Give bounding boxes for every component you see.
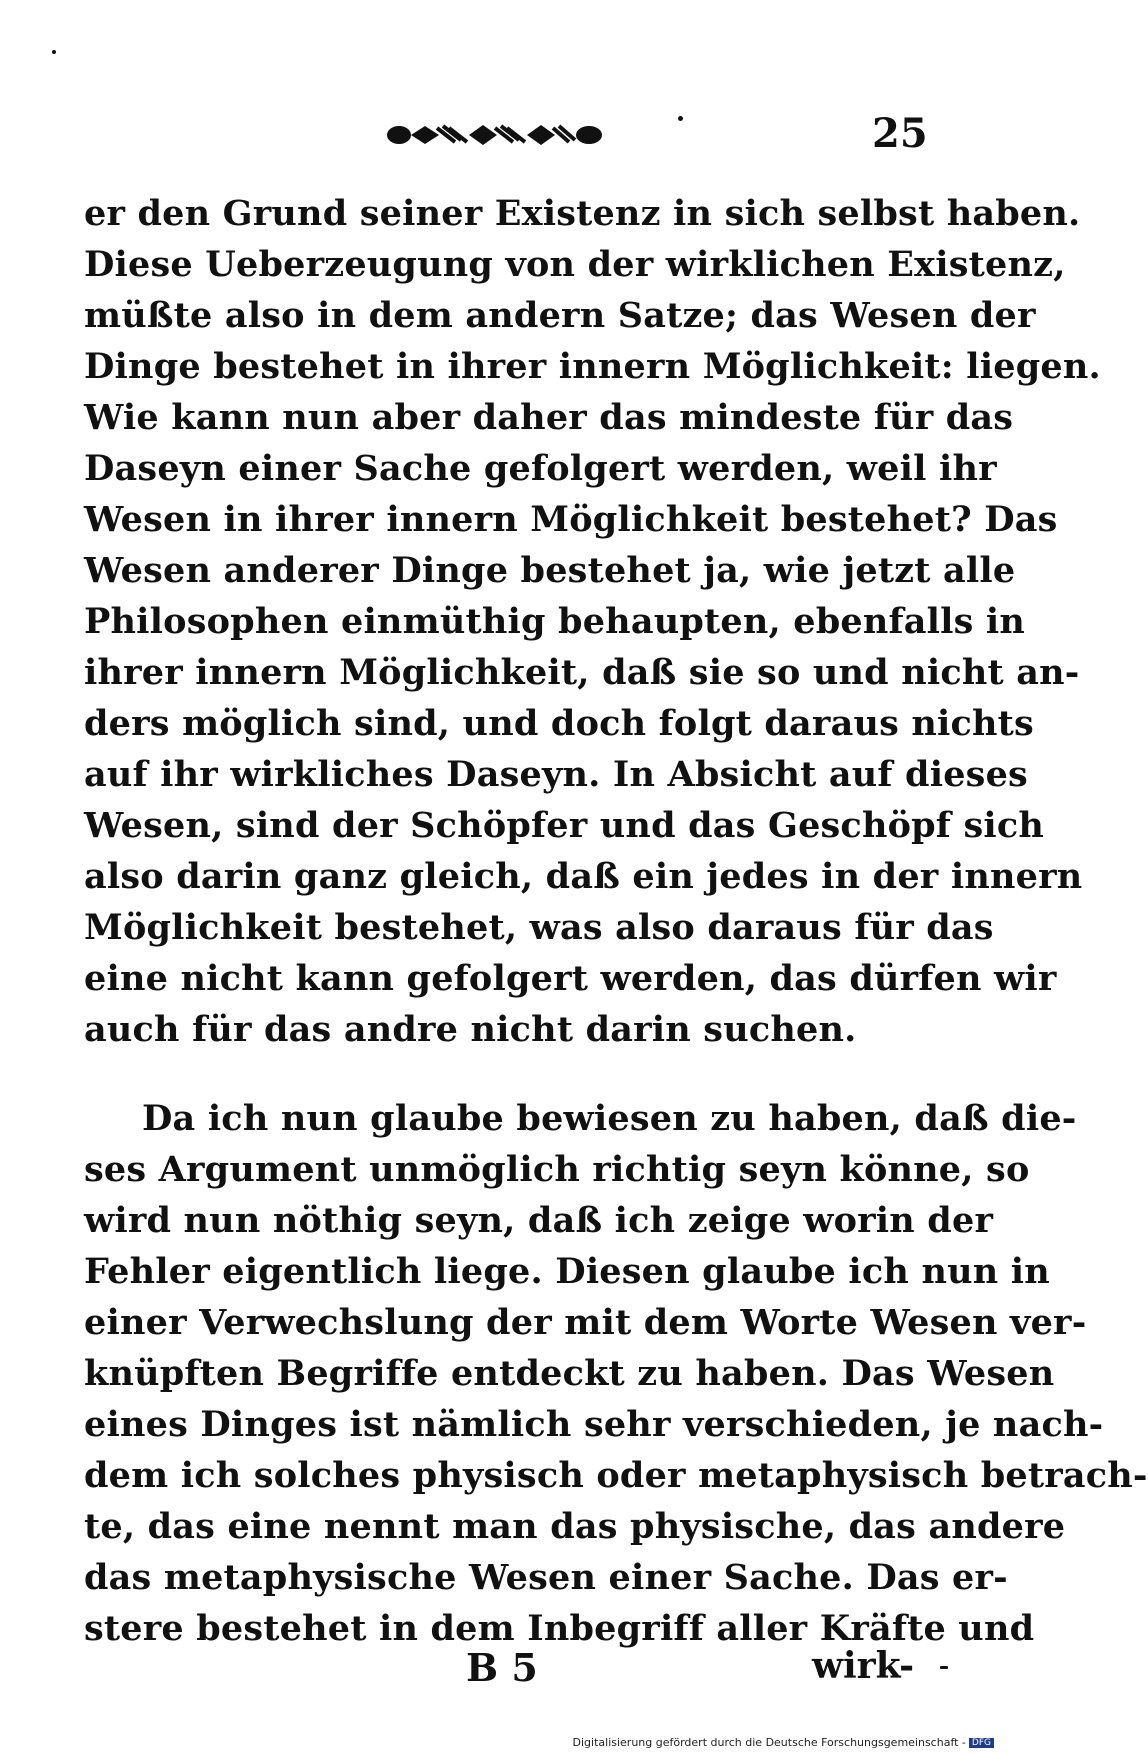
text-line: auf ihr wirkliches Daseyn. In Absicht auf dieses [84,754,1028,795]
text-line: ses Argument unmöglich richtig seyn könne, so [84,1149,1030,1190]
text-line: Wesen, sind der Schöpfer und das Geschöpf sich [84,805,1045,846]
text-line: Philosophen einmüthig behaupten, ebenfalls in [84,601,1026,642]
text-line: Daseyn einer Sache gefolgert werden, weil ihr [84,448,997,489]
text-line: stere bestehet in dem Inbegriff aller Kräfte und [84,1608,1035,1649]
text-line: auch für das andre nicht darin suchen. [84,1009,857,1050]
body-text [84,188,1148,1654]
dfg-logo: DFG [969,1738,994,1748]
print-speck [940,1666,948,1669]
text-line: Wesen anderer Dinge bestehet ja, wie jetzt alle [84,550,1016,591]
paragraph [84,188,1101,1055]
printer-ornament-icon [385,120,605,150]
text-line: dem ich solches physisch oder metaphysisch betrach- [84,1455,1148,1496]
text-line: einer Verwechslung der mit dem Worte Wesen ver- [84,1302,1087,1343]
page-header [0,112,1000,172]
print-speck [52,50,56,54]
page-footer [0,1645,1000,1705]
paragraph [84,1093,1148,1654]
signature-mark: B 5 [466,1645,538,1690]
paragraph-gap [84,1055,924,1093]
text-line: Dinge bestehet in ihrer innern Möglichkeit: liegen. [84,346,1101,387]
text-line: müßte also in dem andern Satze; das Wesen der [84,295,1036,336]
catchword: wirk- [812,1645,915,1687]
text-line: also darin ganz gleich, daß ein jedes in der innern [84,856,1083,897]
page-number: 25 [872,110,928,157]
text-line: wird nun nöthig seyn, daß ich zeige worin der [84,1200,994,1241]
text-line: Möglichkeit bestehet, was also daraus für das [84,907,994,948]
text-line: Diese Ueberzeugung von der wirklichen Existenz, [84,244,1066,285]
text-line: das metaphysische Wesen einer Sache. Das er- [84,1557,1008,1598]
credit-text: Digitalisierung gefördert durch die Deutsche Forschungsgemeinschaft - [572,1736,966,1749]
text-line: eines Dinges ist nämlich sehr verschieden, je nach- [84,1404,1104,1445]
text-line: ders möglich sind, und doch folgt daraus nichts [84,703,1034,744]
digitization-credit [573,1736,994,1749]
text-line: Fehler eigentlich liege. Diesen glaube ich nun in [84,1251,1050,1292]
text-line: eine nicht kann gefolgert werden, das dürfen wir [84,958,1057,999]
text-line: te, das eine nennt man das physische, das andere [84,1506,1066,1547]
text-line: er den Grund seiner Existenz in sich selbst haben. [84,193,1081,234]
text-line: ihrer innern Möglichkeit, daß sie so und nicht an- [84,652,1080,693]
text-line: Wesen in ihrer innern Möglichkeit bestehet? Das [84,499,1058,540]
text-line: Wie kann nun aber daher das mindeste für das [84,397,1014,438]
text-line: knüpften Begriffe entdeckt zu haben. Das Wesen [84,1353,1055,1394]
print-speck [678,116,683,121]
text-line: Da ich nun glaube bewiesen zu haben, daß die- [142,1098,1077,1139]
